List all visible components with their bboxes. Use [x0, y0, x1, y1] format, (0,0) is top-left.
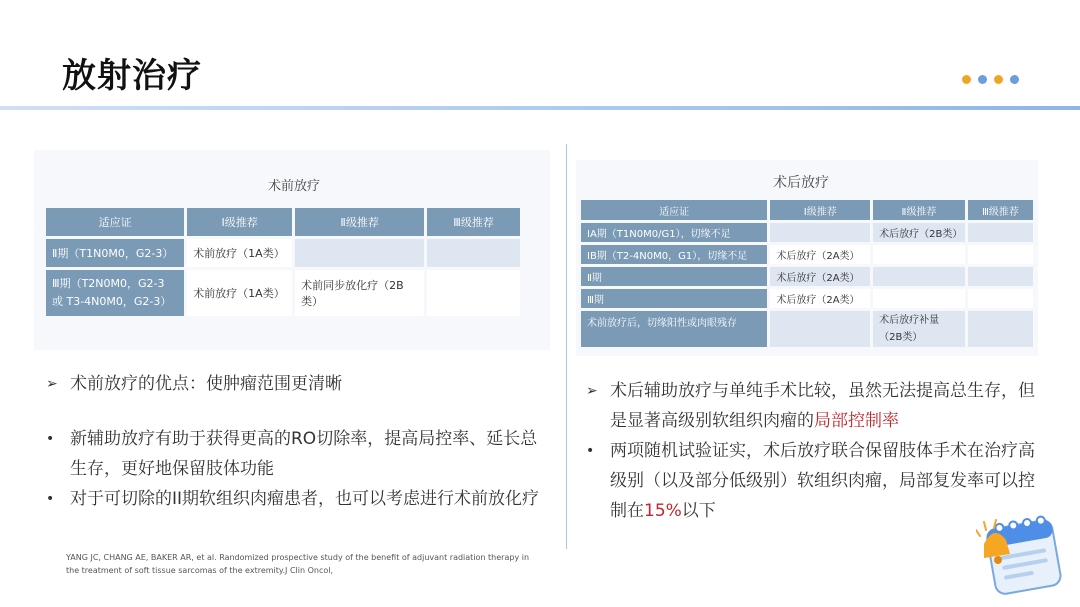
highlight-text: 15% [644, 501, 682, 521]
dot-bullet-icon: • [46, 431, 55, 447]
table-cell: 术后放疗（2B类） [873, 223, 965, 242]
bullet-text-part: 两项随机试验证实，术后放疗联合保留肢体手术在治疗高级别（以及部分低级别）软组织肉瘤，局部复发率可以控制在 [610, 441, 1035, 521]
table-header-row [581, 200, 1033, 220]
bullet-text: 术前放疗的优点：使肿瘤范围更清晰 [70, 374, 342, 394]
dot-3 [994, 75, 1003, 84]
table-cell [427, 239, 520, 267]
arrow-bullet-icon: ➢ [46, 376, 58, 392]
list-item [46, 424, 546, 484]
table-row [46, 239, 520, 267]
table-row [581, 289, 1033, 308]
right-table-caption: 术后放疗 [773, 175, 829, 191]
table-cell [770, 311, 870, 347]
column-divider [566, 144, 567, 549]
bullet-text-part: 术后辅助放疗与单纯手术比较，虽然无法提高总生存，但是显著高级别软组织肉瘤的 [610, 381, 1035, 431]
bullet-text: 对于可切除的II期软组织肉瘤患者，也可以考虑进行术前放化疗 [70, 489, 540, 509]
table-cell: Ⅲ期 [581, 289, 767, 308]
table-header-cell: Ⅲ级推荐 [968, 200, 1033, 220]
dot-1 [962, 75, 971, 84]
table-cell: ⅠB期（T2-4N0M0，G1），切缘不足 [581, 245, 767, 264]
header-divider [0, 106, 1080, 110]
table-cell: 术后放疗（2A类） [770, 267, 870, 286]
table-cell: Ⅱ期 [581, 267, 767, 286]
table-cell [873, 267, 965, 286]
table-cell: 术前放疗后，切缘阳性或肉眼残存 [581, 311, 767, 347]
table-header-row [46, 208, 520, 236]
list-item [46, 484, 546, 514]
bullet-text-part: 以下 [681, 501, 716, 521]
table-cell [770, 223, 870, 242]
table-header-cell: Ⅱ级推荐 [295, 208, 424, 236]
dot-4 [1010, 75, 1019, 84]
right-bullet-list [586, 376, 1042, 526]
table-cell: 术前放疗（1A类） [187, 270, 292, 316]
table-cell [968, 289, 1033, 308]
table-cell: ⅠA期（T1N0M0/G1），切缘不足 [581, 223, 767, 242]
table-row [581, 267, 1033, 286]
table-header-cell: Ⅱ级推荐 [873, 200, 965, 220]
reference-line: the treatment of soft tissue sarcomas of the extremity.J Clin Oncol, [66, 566, 334, 575]
table-cell [427, 270, 520, 316]
table-cell [968, 223, 1033, 242]
table-header-cell: Ⅲ级推荐 [427, 208, 520, 236]
left-table-caption: 术前放疗 [268, 179, 321, 194]
table-cell: Ⅲ期（T2N0M0，G2-3 或 T3-4N0M0，G2-3） [46, 270, 184, 316]
left-bullet-list [46, 369, 546, 514]
reference-line: YANG JC, CHANG AE, BAKER AR, et al. Randomized prospective study of the benefit of adjuvant radiation therapy in [66, 553, 530, 562]
table-row [46, 270, 520, 316]
list-item [586, 436, 1042, 526]
table-cell: 术前放疗（1A类） [187, 239, 292, 267]
dot-2 [978, 75, 987, 84]
table-cell [873, 245, 965, 264]
table-cell [873, 289, 965, 308]
table-cell: 术后放疗（2A类） [770, 245, 870, 264]
table-row [581, 311, 1033, 347]
bullet-text [610, 376, 1042, 436]
list-item [46, 369, 546, 399]
table-cell: 术前同步放化疗（2B类） [295, 270, 424, 316]
postoperative-table [578, 197, 1036, 350]
arrow-bullet-icon: ➢ [586, 383, 598, 399]
slide-title: 放射治疗 [62, 56, 202, 96]
table-header-cell: 适应证 [46, 208, 184, 236]
table-cell [968, 311, 1033, 347]
list-item [586, 376, 1042, 436]
dot-bullet-icon: • [46, 491, 55, 507]
dot-bullet-icon: • [586, 443, 595, 459]
table-cell: Ⅱ期（T1N0M0，G2-3） [46, 239, 184, 267]
table-cell [295, 239, 424, 267]
table-cell: 术后放疗补量（2B类） [873, 311, 965, 347]
table-header-cell: Ⅰ级推荐 [187, 208, 292, 236]
table-cell [968, 267, 1033, 286]
table-header-cell: Ⅰ级推荐 [770, 200, 870, 220]
reference-citation [66, 551, 536, 577]
decorative-dots [962, 75, 1019, 84]
table-cell [968, 245, 1033, 264]
bullet-text: 新辅助放疗有助于获得更高的RO切除率，提高局控率、延长总生存，更好地保留肢体功能 [70, 429, 538, 479]
calendar-bell-icon [976, 504, 1072, 600]
table-header-cell: 适应证 [581, 200, 767, 220]
highlight-text: 局部控制率 [814, 411, 899, 431]
table-cell: 术后放疗（2A类） [770, 289, 870, 308]
preoperative-table [43, 205, 523, 319]
table-row [581, 223, 1033, 242]
table-row [581, 245, 1033, 264]
